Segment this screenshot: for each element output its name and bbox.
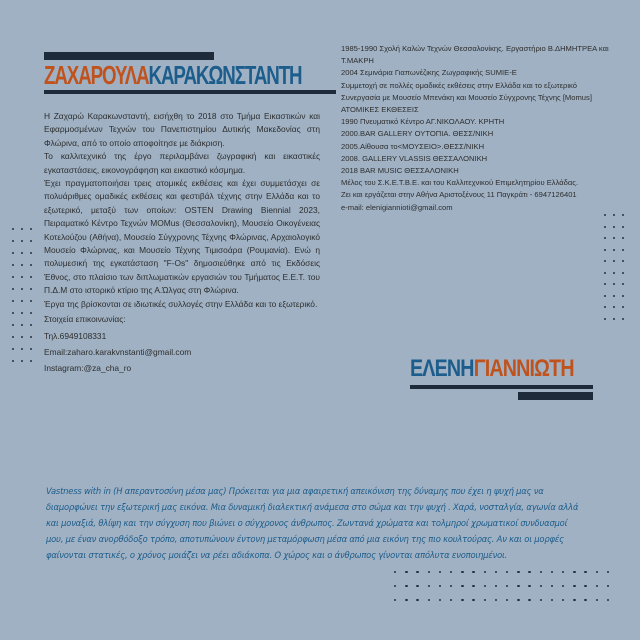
decorative-dot [30,252,32,254]
decorative-dot [21,348,23,350]
decorative-dot [584,571,586,573]
decorative-dot [622,260,624,262]
decorative-dot [21,252,23,254]
decorative-dot [484,599,486,601]
decorative-dot [604,249,606,251]
decorative-dot [12,228,14,230]
heading-underline [410,385,593,389]
cv-line: Συμμετοχή σε πολλές ομαδικές εκθέσεις στην Ελλάδα και το εξωτερικό [341,80,577,90]
decorative-dot [573,571,575,573]
decorative-dot [613,272,615,274]
decorative-dot [495,571,497,573]
decorative-dot [607,585,609,587]
cv-line: 1990 Πνευματικό Κέντρο ΑΓ.ΝΙΚΟΛΑΟΥ. ΚΡΗΤΗ [341,117,505,127]
decorative-dot [416,571,418,573]
decorative-dot [604,226,606,228]
decorative-dot [12,336,14,338]
decorative-dot [604,283,606,285]
decorative-dot [21,288,23,290]
decorative-dot [30,276,32,278]
decorative-dot [573,585,575,587]
decorative-dot [30,264,32,266]
decorative-dot [573,599,575,601]
contact-email: Email:zaharo.karakvnstanti@gmail.com [44,346,192,357]
cv-line: 2004 Σεμινάρια Γιαπωνέζικης Ζωγραφικής SUMIE-E [341,68,517,78]
cv-line: e-mail: elenigiannioti@gmail.com [341,202,453,212]
cv-line: 1985-1990 Σχολή Καλών Τεχνών Θεσσαλονίκης. Εργαστήριο Β.ΔΗΜΗΤΡΕΑ και Τ.ΜΑΚΡΗ [341,44,609,66]
decorative-dot [604,295,606,297]
decorative-dot [472,585,474,587]
decorative-dot [461,599,463,601]
decorative-dot [551,585,553,587]
decorative-dot [30,228,32,230]
decorative-dot [604,260,606,262]
decorative-dot [394,585,396,587]
decorative-dot [562,585,564,587]
artist1-first-name: ΖΑΧΑΡΟΥΛΑ [44,60,149,90]
decorative-dot [604,318,606,320]
decorative-dot [584,585,586,587]
decorative-dot [461,585,463,587]
decorative-dot [450,599,452,601]
artwork-statement: Vastness with in (Η απεραντοσύνη μέσα μας) Πρόκειται για μια αφαιρετική απεικόνιση της δύναμης που έχει η ψυχή μας να διαμορφώνει την εξωτερική μας εικόνα. Μια δυναμική διαλεκτική ανάμεσα στο σώμα και την ψυχή . Χαρά, νοσταλγία, αγωνία αλλά και μοναξιά, θλίψη και την σύγχυση που βιώνει ο σύγχρονος άνθρωπος. Ζωντανά χρώματα και τολμηροί χρωματικοί συνδυασμοί μου, με έναν ανορθόδοξο τρόπο, αποτυπώνουν έντονη μεταμόρφωση μέσα από μια εικόνη της πιο κουλτούρας. Αν και οι μορφές φαίνονται στατικές, ο χρόνος μοιάζει να ρέει αδιάκοπα. Ο χώρος και ο άνθρωπος γίνονται απόλυτα ενοποιημένοι. [46,486,579,560]
decorative-dot [12,240,14,242]
artist2-name [410,356,574,382]
bio-paragraph: Έργα της βρίσκονται σε ιδιωτικές συλλογές στην Ελλάδα και το εξωτερικό. [44,298,318,309]
bio-paragraph: Το καλλιτεχνικό της έργο περιλαμβάνει ζωγραφική και εικαστικές εγκαταστάσεις, εικονογράφηση και εικαστικό κόσμημα. [44,151,320,175]
decorative-dot [472,599,474,601]
decorative-dot [540,599,542,601]
decorative-dot [622,249,624,251]
decorative-dot [416,599,418,601]
decorative-dot [613,318,615,320]
decorative-dot [21,240,23,242]
decorative-dot [30,300,32,302]
decorative-dot [21,228,23,230]
decorative-dot [21,336,23,338]
decorative-dot [428,585,430,587]
dot-grid-bottom [394,571,612,607]
decorative-dot [12,252,14,254]
decorative-dot [394,599,396,601]
artist1-name-heading [44,52,336,94]
decorative-dot [12,324,14,326]
cv-line: Μέλος του Σ.Κ.Ε.Τ.Β.Ε. και του Καλλιτεχνικού Επιμελητηρίου Ελλάδας. [341,178,579,188]
decorative-dot [613,237,615,239]
decorative-dot [540,585,542,587]
artist1-contact [44,311,320,377]
artist2-cv [341,43,611,214]
decorative-dot [613,283,615,285]
decorative-dot [21,312,23,314]
heading-bar-top [44,52,214,60]
cv-line: 2008. GALLERY VLASSIS ΘΕΣΣΑΛΟΝΙΚΗ [341,153,488,163]
decorative-dot [30,336,32,338]
decorative-dot [472,571,474,573]
decorative-dot [622,226,624,228]
artist1-name [44,62,301,88]
bio-paragraph: Η Ζαχαρώ Καρακωνσταντή, εισήχθη το 2018 στο Τμήμα Εικαστικών και Εφαρμοσμένων Τεχνών του Πανεπιστημίου Δυτικής Μακεδονίας στη Φλώρινα, από το οποίο αποφοίτησε με διάκριση. [44,111,320,148]
dot-grid-left [12,228,36,366]
decorative-dot [506,599,508,601]
decorative-dot [450,585,452,587]
contact-heading: Στοιχεία επικοινωνίας: [44,314,126,325]
decorative-dot [21,276,23,278]
decorative-dot [622,283,624,285]
decorative-dot [21,360,23,362]
artist2-first-name: ΕΛΕΝΗ [410,355,474,382]
decorative-dot [484,571,486,573]
decorative-dot [613,260,615,262]
decorative-dot [439,585,441,587]
decorative-dot [551,599,553,601]
artist2-name-heading [410,344,593,402]
decorative-dot [596,571,598,573]
decorative-dot [12,276,14,278]
cv-line: 2000.BAR GALLERY ΟΥΤΟΠΙΑ. ΘΕΣΣ/ΝΙΚΗ [341,129,494,139]
decorative-dot [528,599,530,601]
decorative-dot [613,214,615,216]
decorative-dot [506,585,508,587]
cv-line: ΑΤΟΜΙΚΕΣ ΕΚΘΕΣΕΙΣ [341,105,419,115]
cv-line: 2018 BAR MUSIC ΘΕΣΣΑΛΟΝΙΚΗ [341,166,459,176]
decorative-dot [405,599,407,601]
decorative-dot [517,571,519,573]
cv-line: Συνεργασία με Μουσείο Μπενάκη και Μουσείο Σύγχρονης Τέχνης [Momus] [341,92,592,102]
decorative-dot [394,571,396,573]
decorative-dot [540,571,542,573]
decorative-dot [528,571,530,573]
decorative-dot [405,571,407,573]
decorative-dot [405,585,407,587]
decorative-dot [622,306,624,308]
artist1-last-name: ΚΑΡΑΚΩΝΣΤΑΝΤΗ [148,60,302,90]
decorative-dot [30,312,32,314]
decorative-dot [607,571,609,573]
decorative-dot [613,295,615,297]
decorative-dot [551,571,553,573]
decorative-dot [428,571,430,573]
decorative-dot [12,300,14,302]
decorative-dot [495,599,497,601]
contact-phone: Τηλ.6949108331 [44,330,107,341]
bio-paragraph: Έχει πραγματοποιήσει τρεις ατομικές εκθέσεις και έχει συμμετάσχει σε πολυάριθμες ομαδικές εκθέσεις και φεστιβάλ τέχνης στην Ελλάδα και το εξωτερικό, μεταξύ των οποίων: OSTEN Drawing Biennial 2023, Πειραματικό Κέντρο Τεχνών MOMus (Θεσσαλονίκη), Μουσείο Οικογένειας Κοτελούζου (Αθήνα), Μουσείο Σύγχρονης Τέχνης Φλώρινας, Αρχαιολογικό Μουσείο Φλώρινας, και Μουσείο Τέχνης Τιμισοάρα (Ρουμανία). Ενώ η πολυμεσική της εγκατάσταση "F-Os" δημοσιεύθηκε από τις Εκδόσεις Έθνος, στο πλαίσιο των διπλωματικών εργασιών του Τμήματος Ε.Ε.Τ. του Π.Δ.Μ στο ιστορικό κτίριο της Α.Ώλγας στη Φλώρινα. [44,178,320,296]
artist2-last-name: ΓΙΑΝΝΙΩΤΗ [473,355,574,382]
decorative-dot [12,348,14,350]
decorative-dot [622,318,624,320]
decorative-dot [21,324,23,326]
decorative-dot [604,272,606,274]
decorative-dot [12,360,14,362]
decorative-dot [495,585,497,587]
decorative-dot [12,312,14,314]
decorative-dot [30,288,32,290]
decorative-dot [562,571,564,573]
decorative-dot [30,240,32,242]
decorative-dot [613,226,615,228]
decorative-dot [30,324,32,326]
decorative-dot [21,300,23,302]
decorative-dot [484,585,486,587]
cv-line: Ζει και εργάζεται στην Αθήνα Αριστοξένους 11 Παγκράτι - 6947126401 [341,190,577,200]
decorative-dot [622,214,624,216]
decorative-dot [12,288,14,290]
decorative-dot [21,264,23,266]
dot-grid-right [604,214,628,322]
decorative-dot [506,571,508,573]
decorative-dot [613,306,615,308]
decorative-dot [613,249,615,251]
cv-line: 2005.Αίθουσα το<ΜΟΥΣΕΙΟ>.ΘΕΣΣ/ΝΙΚΗ [341,141,485,151]
decorative-dot [604,237,606,239]
decorative-dot [622,295,624,297]
decorative-dot [604,214,606,216]
decorative-dot [517,585,519,587]
decorative-dot [439,571,441,573]
decorative-dot [584,599,586,601]
decorative-dot [596,585,598,587]
decorative-dot [416,585,418,587]
decorative-dot [30,348,32,350]
decorative-dot [30,360,32,362]
decorative-dot [528,585,530,587]
decorative-dot [461,571,463,573]
heading-underline [44,90,336,94]
decorative-dot [604,306,606,308]
contact-instagram: Instagram:@za_cha_ro [44,363,132,374]
decorative-dot [439,599,441,601]
decorative-dot [517,599,519,601]
decorative-dot [622,237,624,239]
decorative-dot [607,599,609,601]
decorative-dot [596,599,598,601]
decorative-dot [450,571,452,573]
decorative-dot [622,272,624,274]
artist1-biography [44,110,320,377]
decorative-dot [562,599,564,601]
heading-bar-bottom [518,392,593,400]
decorative-dot [428,599,430,601]
decorative-dot [12,264,14,266]
